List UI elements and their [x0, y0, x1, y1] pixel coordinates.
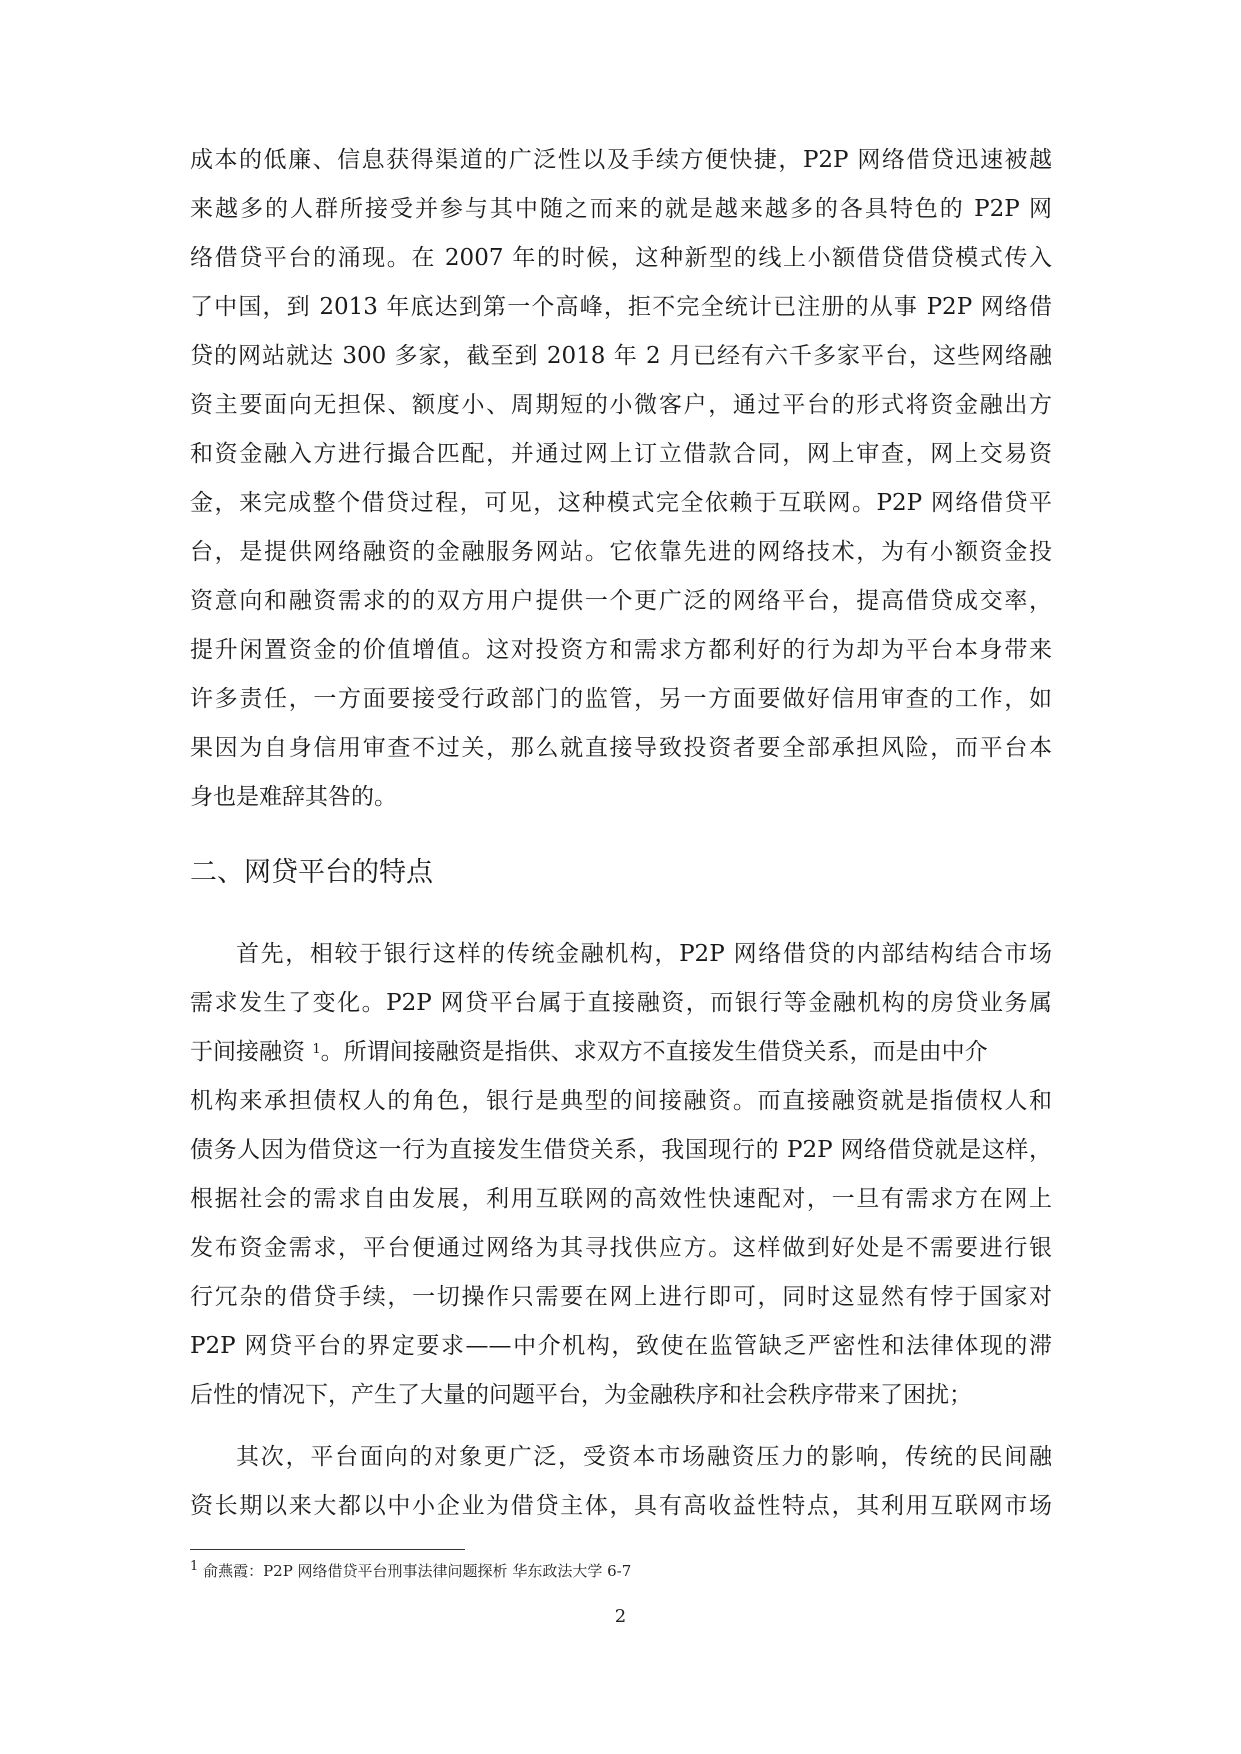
- paragraph-line: 机构来承担债权人的角色，银行是典型的间接融资。而直接融资就是指债权人和: [190, 1088, 1052, 1114]
- paragraph-line: 果因为自身信用审查不过关，那么就直接导致投资者要全部承担风险，而平台本: [190, 735, 1052, 761]
- paragraph-1: [190, 136, 1052, 822]
- paragraph-line: 提升闲置资金的价值增值。这对投资方和需求方都利好的行为却为平台本身带来: [190, 637, 1052, 663]
- paragraph-line: 许多责任，一方面要接受行政部门的监管，另一方面要做好信用审查的工作，如: [190, 686, 1052, 712]
- paragraph-line: 其次，平台面向的对象更广泛，受资本市场融资压力的影响，传统的民间融: [236, 1444, 1052, 1470]
- paragraph-2: [190, 930, 1052, 1420]
- line-text: 于间接融资: [190, 1039, 305, 1065]
- paragraph-line: 了中国，到 2013 年底达到第一个高峰，拒不完全统计已注册的从事 P2P 网络借: [190, 294, 1052, 320]
- section-heading: 二、网贷平台的特点: [190, 857, 433, 888]
- footnote-reference[interactable]: 1: [312, 1042, 321, 1057]
- paragraph-line: [190, 1028, 1052, 1077]
- paragraph-line: 来越多的人群所接受并参与其中随之而来的就是越来越多的各具特色的 P2P 网: [190, 196, 1052, 222]
- paragraph-line: 资长期以来大都以中小企业为借贷主体，具有高收益性特点，其利用互联网市场: [190, 1493, 1052, 1519]
- paragraph-line: P2P 网贷平台的界定要求——中介机构，致使在监管缺乏严密性和法律体现的滞: [190, 1333, 1052, 1359]
- paragraph-line: 债务人因为借贷这一行为直接发生借贷关系，我国现行的 P2P 网络借贷就是这样，: [190, 1137, 1052, 1163]
- paragraph-line: 身也是难辞其咎的。: [190, 784, 397, 810]
- page-number: 2: [614, 1606, 627, 1627]
- paragraph-line: 资意向和融资需求的的双方用户提供一个更广泛的网络平台，提高借贷成交率，: [190, 588, 1052, 614]
- paragraph-line: 首先，相较于银行这样的传统金融机构，P2P 网络借贷的内部结构结合市场: [236, 941, 1052, 967]
- paragraph-line: 行冗杂的借贷手续，一切操作只需要在网上进行即可，同时这显然有悖于国家对: [190, 1284, 1052, 1310]
- paragraph-line: 发布资金需求，平台便通过网络为其寻找供应方。这样做到好处是不需要进行银: [190, 1235, 1052, 1261]
- footnote-text: 俞燕霞：P2P 网络借贷平台刑事法律问题探析 华东政法大学 6-7: [203, 1562, 632, 1580]
- paragraph-line: 贷的网站就达 300 多家，截至到 2018 年 2 月已经有六千多家平台，这些网络融: [190, 343, 1052, 369]
- footnote-divider: [190, 1549, 465, 1550]
- paragraph-line: 成本的低廉、信息获得渠道的广泛性以及手续方便快捷，P2P 网络借贷迅速被越: [190, 147, 1052, 173]
- paragraph-line: 后性的情况下，产生了大量的问题平台，为金融秩序和社会秩序带来了困扰；: [190, 1382, 972, 1408]
- paragraph-3: [190, 1433, 1052, 1531]
- paragraph-line: 和资金融入方进行撮合匹配，并通过网上订立借款合同，网上审查，网上交易资: [190, 441, 1052, 467]
- paragraph-line: 金，来完成整个借贷过程，可见，这种模式完全依赖于互联网。P2P 网络借贷平: [190, 490, 1052, 516]
- paragraph-line: 台，是提供网络融资的金融服务网站。它依靠先进的网络技术，为有小额资金投: [190, 539, 1052, 565]
- paragraph-line: 根据社会的需求自由发展，利用互联网的高效性快速配对，一旦有需求方在网上: [190, 1186, 1052, 1212]
- paragraph-line: 需求发生了变化。P2P 网贷平台属于直接融资，而银行等金融机构的房贷业务属: [190, 990, 1052, 1016]
- footnote-marker: 1: [190, 1559, 199, 1574]
- line-text: 。所谓间接融资是指供、求双方不直接发生借贷关系，而是由中介: [320, 1039, 988, 1065]
- paragraph-line: 资主要面向无担保、额度小、周期短的小微客户，通过平台的形式将资金融出方: [190, 392, 1052, 418]
- footnote: [190, 1560, 631, 1582]
- paragraph-line: 络借贷平台的涌现。在 2007 年的时候，这种新型的线上小额借贷借贷模式传入: [190, 245, 1052, 271]
